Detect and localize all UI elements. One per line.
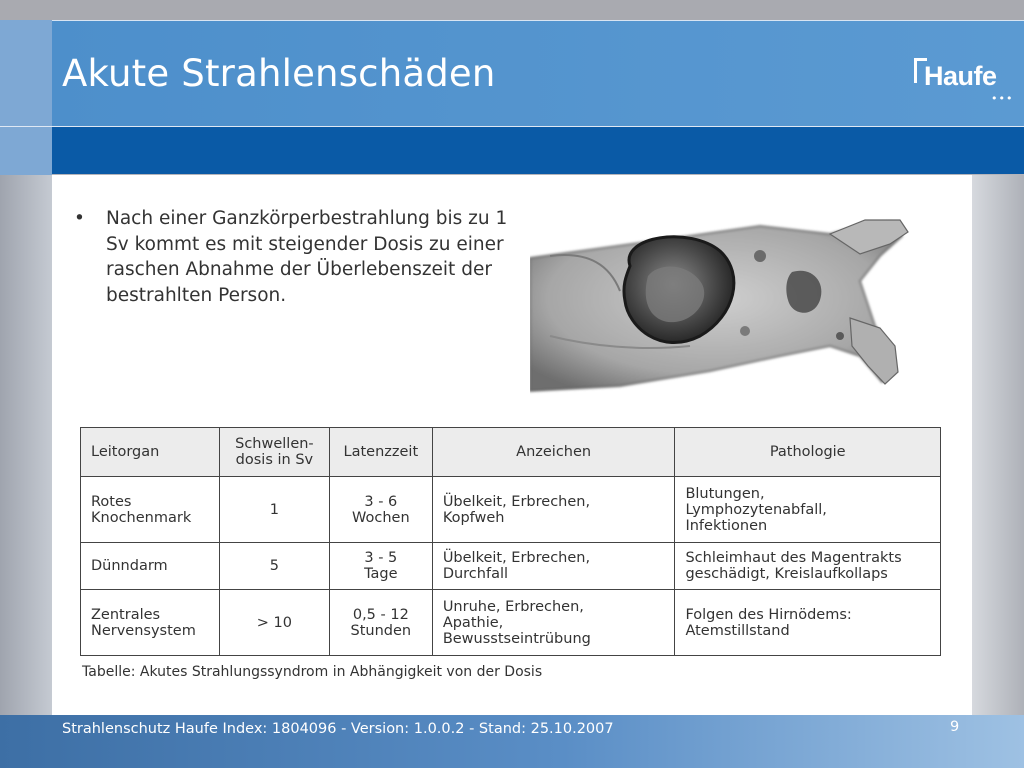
- header-schwellendosis: [219, 428, 329, 477]
- logo-text: Haufe: [924, 61, 997, 91]
- footer-text: Strahlenschutz Haufe Index: 1804096 - Version: 1.0.0.2 - Stand: 25.10.2007: [62, 721, 614, 737]
- bullet-text: Nach einer Ganzkörperbestrahlung bis zu 1 Sv kommt es mit steigender Dosis zu einer raschen Abnahme der Überlebenszeit der bestrahlten Person.: [106, 208, 508, 306]
- cell-dosis: 5: [219, 543, 329, 590]
- header-schwellendosis-text: Schwellen- dosis in Sv: [235, 436, 314, 468]
- header-anzeichen: Anzeichen: [432, 428, 675, 477]
- logo-dots: •••: [991, 92, 1014, 105]
- table-row: [81, 477, 941, 543]
- bullet-icon: •: [74, 208, 85, 229]
- cell-leitorgan: Rotes Knochenmark: [81, 477, 220, 543]
- table-row: [81, 543, 941, 590]
- top-strip: [0, 0, 1024, 20]
- table-caption: Tabelle: Akutes Strahlungssyndrom in Abhängigkeit von der Dosis: [82, 664, 543, 680]
- cell-anzeichen: Unruhe, Erbrechen, Apathie, Bewusstseintrübung: [432, 590, 675, 656]
- header-leitorgan: Leitorgan: [81, 428, 220, 477]
- cell-pathologie: Blutungen, Lymphozytenabfall, Infektionen: [675, 477, 941, 543]
- left-decor-blue: [0, 20, 52, 175]
- page-number: 9: [950, 719, 960, 735]
- slide-title: Akute Strahlenschäden: [62, 52, 496, 95]
- cell-pathologie: Folgen des Hirnödems: Atemstillstand: [675, 590, 941, 656]
- header-latenzzeit: Latenzzeit: [329, 428, 432, 477]
- title-separator: [0, 126, 1024, 127]
- cell-pathologie: Schleimhaut des Magentrakts geschädigt, Kreislaufkollaps: [675, 543, 941, 590]
- right-decor-strip: [972, 175, 1024, 768]
- dose-table: [80, 427, 941, 656]
- table-row: [81, 590, 941, 656]
- cell-leitorgan: Dünndarm: [81, 543, 220, 590]
- cell-latenzzeit: 3 - 6 Wochen: [329, 477, 432, 543]
- radiation-burn-hand-photo: [530, 196, 942, 418]
- cell-dosis: 1: [219, 477, 329, 543]
- title-dark-band: [52, 127, 1024, 174]
- cell-anzeichen: Übelkeit, Erbrechen, Durchfall: [432, 543, 675, 590]
- cell-anzeichen: Übelkeit, Erbrechen, Kopfweh: [432, 477, 675, 543]
- haufe-logo: [914, 58, 1014, 108]
- cell-latenzzeit: 0,5 - 12 Stunden: [329, 590, 432, 656]
- header-pathologie: Pathologie: [675, 428, 941, 477]
- cell-leitorgan: Zentrales Nervensystem: [81, 590, 220, 656]
- cell-latenzzeit: 3 - 5 Tage: [329, 543, 432, 590]
- cell-dosis: > 10: [219, 590, 329, 656]
